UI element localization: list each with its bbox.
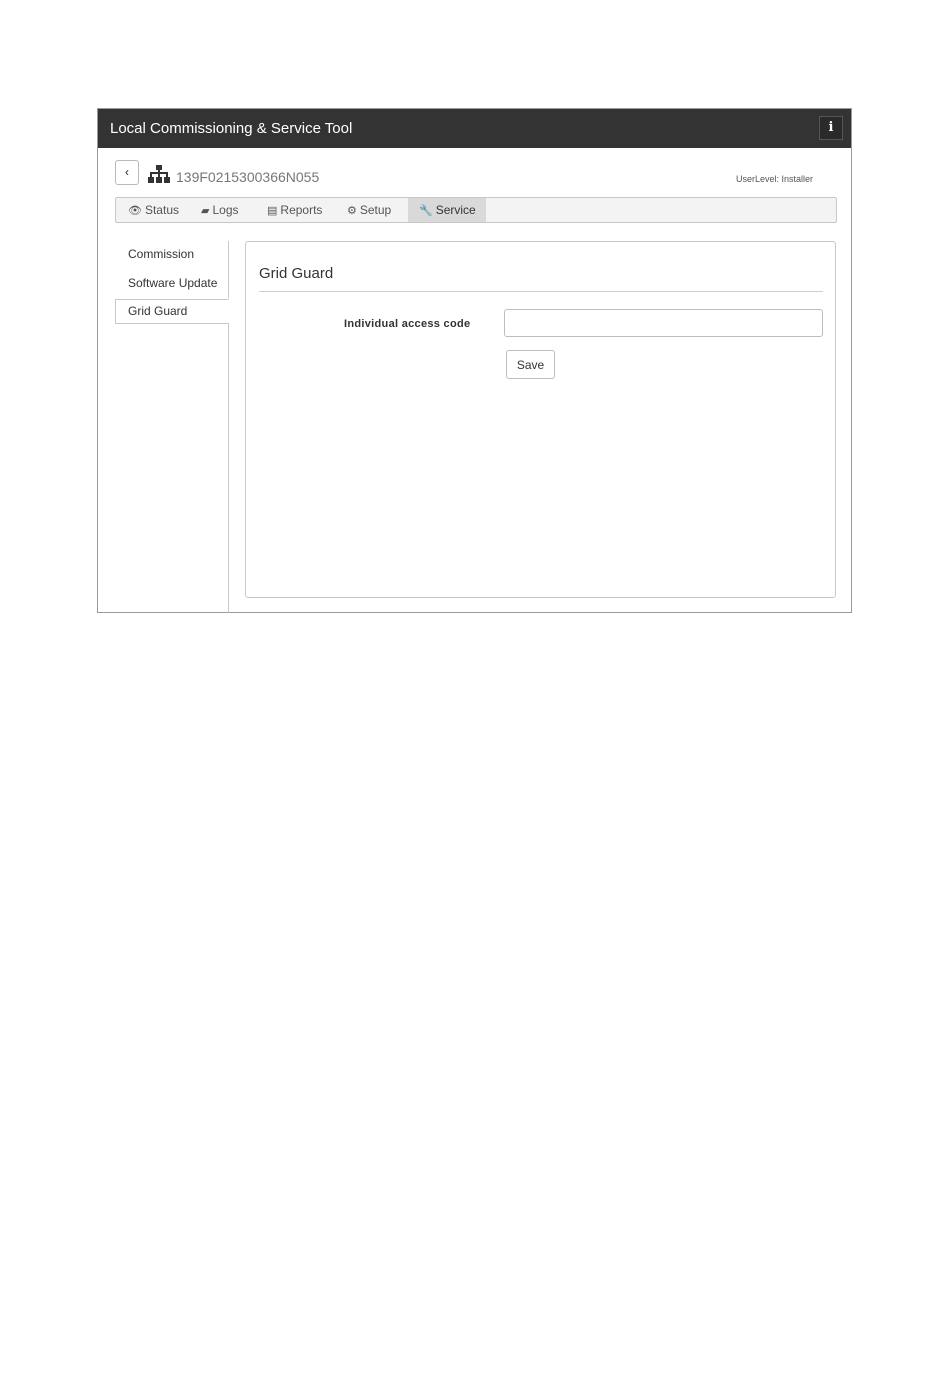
tab-logs[interactable] — [201, 198, 239, 222]
tab-label: Logs — [212, 203, 239, 217]
access-code-input[interactable] — [504, 309, 823, 337]
tab-label: Status — [144, 203, 179, 217]
tab-reports[interactable] — [267, 198, 322, 222]
user-level: UserLevel: Installer — [735, 174, 813, 184]
device-id: 139F0215300366N055 — [176, 169, 320, 185]
network-hierarchy-icon — [148, 165, 170, 183]
sidebar-divider — [228, 241, 229, 298]
grid-guard-panel — [245, 241, 836, 598]
sidebar-item-grid-guard[interactable]: Grid Guard — [128, 304, 188, 318]
save-button[interactable]: Save — [506, 350, 555, 379]
info-icon[interactable]: i — [819, 116, 843, 140]
tab-label: Setup — [359, 203, 392, 217]
sidebar-divider — [228, 323, 229, 613]
tab-service[interactable] — [408, 198, 486, 222]
app-window — [97, 108, 852, 613]
tab-label: Service — [435, 203, 476, 217]
sidebar-item-commission[interactable]: Commission — [128, 247, 195, 261]
gears-icon: ⚙ — [347, 205, 357, 217]
title-bar — [98, 109, 851, 148]
eye-icon: 👁 — [128, 205, 142, 217]
panel-title: Grid Guard — [259, 265, 334, 282]
app-title: Local Commissioning & Service Tool — [110, 120, 353, 137]
file-icon: ▤ — [267, 205, 278, 217]
sidebar-item-software-update[interactable]: Software Update — [128, 276, 218, 290]
tab-status[interactable] — [128, 198, 179, 222]
tab-bar — [115, 197, 837, 223]
tab-label: Reports — [280, 203, 323, 217]
tab-setup[interactable] — [347, 198, 391, 222]
divider — [259, 291, 823, 292]
wrench-icon: 🔧 — [419, 205, 433, 217]
book-icon: ▰ — [201, 205, 210, 217]
back-button[interactable]: ‹ — [115, 160, 139, 185]
access-code-label: Individual access code — [344, 318, 471, 330]
